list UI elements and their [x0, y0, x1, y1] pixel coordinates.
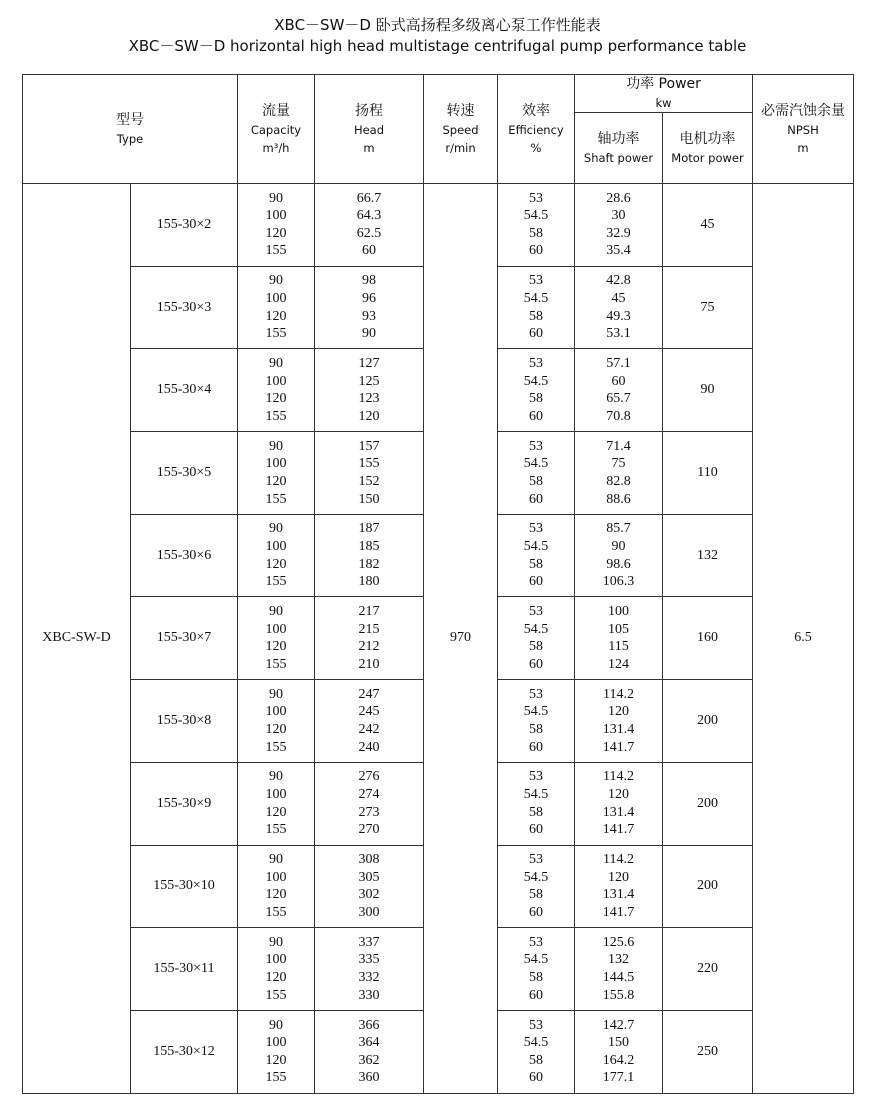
efficiency-cell: [498, 928, 575, 1011]
motor-power-cell: 75: [663, 266, 753, 349]
head-cell-value: 300: [358, 904, 380, 920]
efficiency-cell: [498, 349, 575, 432]
motor-power-cell: 110: [663, 432, 753, 515]
head-cell-value: 185: [358, 539, 380, 554]
header-speed-unit: r/min: [445, 140, 476, 155]
motor-power-cell: 220: [663, 928, 753, 1011]
header-capacity-en: Capacity: [250, 122, 302, 137]
model-cell: 155-30×11: [131, 928, 238, 1011]
model-cell: 155-30×3: [131, 266, 238, 349]
shaft-power-cell-value: 141.7: [602, 739, 635, 755]
head-cell-value: 152: [358, 473, 380, 489]
shaft-power-cell-value: 70.8: [606, 408, 631, 424]
efficiency-cell-value: 58: [529, 556, 543, 572]
motor-power-cell: 90: [663, 349, 753, 432]
capacity-cell-value: 155: [265, 1070, 287, 1086]
efficiency-cell-value: 53: [529, 934, 543, 950]
head-cell-value: 125: [358, 373, 380, 389]
capacity-cell: [238, 597, 315, 680]
capacity-cell-value: 155: [265, 904, 287, 920]
shaft-power-cell-value: 115: [608, 639, 629, 655]
head-cell-value: 273: [358, 804, 380, 820]
efficiency-cell-value: 54.5: [523, 621, 549, 637]
efficiency-cell: [498, 845, 575, 928]
shaft-power-cell: [575, 184, 663, 267]
model-cell: 155-30×2: [131, 184, 238, 267]
capacity-cell: [238, 680, 315, 763]
efficiency-cell: [498, 762, 575, 845]
head-cell-value: 364: [358, 1035, 380, 1051]
shaft-power-cell-value: 28.6: [606, 190, 631, 206]
motor-power-cell: 132: [663, 514, 753, 597]
shaft-power-cell: [575, 762, 663, 845]
head-cell-value: 66.7: [356, 190, 382, 206]
head-cell-value: 120: [358, 408, 380, 424]
capacity-cell-value: 100: [265, 869, 287, 885]
head-cell: [315, 762, 424, 845]
shaft-power-cell-value: 144.5: [602, 970, 635, 986]
capacity-cell-value: 155: [265, 243, 287, 259]
header-capacity-cn: 流量: [262, 102, 290, 119]
capacity-cell-value: 120: [265, 556, 287, 572]
capacity-cell-value: 100: [265, 208, 287, 224]
efficiency-cell-value: 54.5: [523, 704, 549, 720]
efficiency-cell-value: 60: [529, 574, 543, 590]
capacity-cell-value: 155: [265, 987, 287, 1003]
shaft-power-cell-value: 131.4: [602, 887, 635, 903]
capacity-cell-value: 100: [265, 621, 287, 637]
head-cell-value: 274: [358, 787, 380, 803]
efficiency-cell-value: 60: [529, 987, 543, 1003]
header-speed: [424, 75, 498, 184]
efficiency-cell-value: 60: [529, 408, 543, 424]
shaft-power-cell: [575, 432, 663, 515]
efficiency-cell-value: 53: [529, 686, 543, 702]
header-efficiency-en: Efficiency: [508, 122, 564, 137]
efficiency-cell-value: 54.5: [523, 787, 549, 803]
series-name: XBC-SW-D: [23, 184, 131, 1094]
head-cell-value: 123: [358, 391, 380, 407]
table-body: [23, 184, 854, 1094]
head-cell-value: 217: [358, 604, 380, 620]
efficiency-cell-value: 53: [529, 852, 543, 868]
head-cell-value: 64.3: [356, 208, 382, 224]
shaft-power-cell-value: 106.3: [602, 574, 635, 590]
efficiency-cell-value: 58: [529, 225, 543, 241]
shaft-power-cell: [575, 680, 663, 763]
header-power-unit: kw: [655, 96, 672, 110]
efficiency-cell-value: 60: [529, 739, 543, 755]
header-npsh: [753, 75, 854, 184]
model-cell: 155-30×12: [131, 1010, 238, 1093]
shaft-power-cell-value: 30: [611, 208, 626, 224]
shaft-power-cell-value: 114.2: [603, 769, 634, 785]
head-cell-value: 308: [358, 852, 380, 868]
capacity-cell-value: 155: [265, 408, 287, 424]
shaft-power-cell-value: 60: [611, 373, 626, 389]
efficiency-cell-value: 58: [529, 308, 543, 324]
capacity-cell: [238, 432, 315, 515]
capacity-cell-value: 100: [265, 539, 287, 554]
capacity-cell-value: 155: [265, 656, 287, 672]
shaft-power-cell-value: 131.4: [602, 721, 635, 737]
head-cell-value: 240: [358, 739, 380, 755]
efficiency-cell-value: 58: [529, 721, 543, 737]
shaft-power-cell-value: 82.8: [606, 473, 631, 489]
capacity-cell-value: 90: [269, 273, 283, 289]
head-cell-value: 212: [358, 639, 380, 655]
shaft-power-cell-value: 57.1: [606, 356, 631, 372]
header-head-unit: m: [363, 140, 375, 155]
header-motor-power: [663, 113, 753, 184]
shaft-power-cell-value: 120: [608, 704, 629, 720]
head-cell: [315, 597, 424, 680]
capacity-cell-value: 90: [269, 1017, 283, 1033]
capacity-cell-value: 100: [265, 704, 287, 720]
capacity-cell-value: 100: [265, 1035, 287, 1051]
shaft-power-cell-value: 132: [608, 952, 629, 968]
head-cell: [315, 845, 424, 928]
head-cell-value: 247: [358, 686, 380, 702]
head-cell: [315, 266, 424, 349]
page-title-cn: XBC－SW－D 卧式高扬程多级离心泵工作性能表: [274, 16, 601, 34]
model-cell: 155-30×6: [131, 514, 238, 597]
head-cell-value: 305: [358, 869, 380, 885]
shaft-power-cell-value: 35.4: [606, 243, 631, 259]
shaft-power-cell: [575, 266, 663, 349]
efficiency-cell-value: 54.5: [523, 456, 549, 472]
efficiency-cell-value: 60: [529, 904, 543, 920]
efficiency-cell-value: 58: [529, 970, 543, 986]
head-cell-value: 93: [362, 308, 376, 324]
capacity-cell-value: 90: [269, 356, 283, 372]
header-power-cn: 功率 Power: [626, 76, 701, 92]
efficiency-cell-value: 54.5: [523, 869, 549, 885]
header-shaft-power-en: Shaft power: [583, 150, 654, 165]
head-cell-value: 242: [358, 721, 380, 737]
efficiency-cell: [498, 266, 575, 349]
efficiency-cell-value: 54.5: [523, 373, 549, 389]
shaft-power-cell-value: 114.2: [603, 686, 634, 702]
head-cell-value: 155: [358, 456, 380, 472]
performance-table: [22, 74, 854, 1094]
efficiency-cell-value: 53: [529, 604, 543, 620]
head-cell-value: 335: [358, 952, 380, 968]
shaft-power-cell-value: 45: [611, 290, 626, 306]
head-cell-value: 180: [358, 574, 380, 590]
motor-power-cell: 45: [663, 184, 753, 267]
efficiency-cell-value: 53: [529, 190, 543, 206]
capacity-cell-value: 120: [265, 391, 287, 407]
capacity-cell-value: 100: [265, 456, 287, 472]
shaft-power-cell: [575, 1010, 663, 1093]
capacity-cell-value: 155: [265, 326, 287, 342]
head-cell: [315, 928, 424, 1011]
shaft-power-cell-value: 85.7: [606, 521, 631, 537]
capacity-cell: [238, 184, 315, 267]
head-cell-value: 330: [358, 987, 380, 1003]
capacity-cell-value: 90: [269, 438, 283, 454]
header-head-en: Head: [353, 122, 385, 137]
efficiency-cell-value: 54.5: [523, 208, 549, 224]
capacity-cell-value: 90: [269, 604, 283, 620]
shaft-power-cell: [575, 845, 663, 928]
npsh-cell: 6.5: [753, 184, 854, 1094]
header-capacity-unit: m³/h: [262, 140, 290, 155]
efficiency-cell-value: 60: [529, 491, 543, 507]
head-cell-value: 182: [358, 556, 380, 572]
motor-power-cell: 160: [663, 597, 753, 680]
header-shaft-power-cn: 轴功率: [597, 130, 640, 147]
shaft-power-cell-value: 75: [611, 456, 626, 472]
shaft-power-cell-value: 42.8: [606, 273, 631, 289]
shaft-power-cell-value: 142.7: [602, 1017, 635, 1033]
shaft-power-cell-value: 114.2: [603, 852, 634, 868]
capacity-cell-value: 100: [265, 290, 287, 306]
shaft-power-cell-value: 90: [611, 539, 626, 554]
capacity-cell-value: 155: [265, 822, 287, 838]
header-npsh-cn: 必需汽蚀余量: [761, 102, 845, 119]
efficiency-cell-value: 60: [529, 822, 543, 838]
head-cell-value: 96: [362, 290, 376, 306]
capacity-cell-value: 155: [265, 574, 287, 590]
capacity-cell-value: 100: [265, 787, 287, 803]
capacity-cell-value: 155: [265, 739, 287, 755]
header-speed-en: Speed: [442, 122, 479, 137]
capacity-cell-value: 90: [269, 190, 283, 206]
capacity-cell-value: 100: [265, 952, 287, 968]
shaft-power-cell-value: 105: [608, 621, 629, 637]
model-cell: 155-30×9: [131, 762, 238, 845]
head-cell: [315, 432, 424, 515]
shaft-power-cell-value: 150: [608, 1035, 629, 1051]
efficiency-cell-value: 58: [529, 639, 543, 655]
efficiency-cell-value: 58: [529, 887, 543, 903]
shaft-power-cell-value: 100: [608, 604, 629, 620]
motor-power-cell: 200: [663, 845, 753, 928]
page-title-en: XBC－SW－D horizontal high head multistage centrifugal pump performance table: [128, 37, 747, 55]
head-cell-value: 362: [358, 1052, 380, 1068]
capacity-cell-value: 90: [269, 521, 283, 537]
capacity-cell-value: 120: [265, 970, 287, 986]
shaft-power-cell-value: 98.6: [606, 556, 631, 572]
efficiency-cell-value: 53: [529, 521, 543, 537]
header-head-cn: 扬程: [355, 102, 383, 119]
header-npsh-en: NPSH: [787, 122, 819, 137]
capacity-cell-value: 90: [269, 769, 283, 785]
efficiency-cell-value: 53: [529, 769, 543, 785]
model-cell: 155-30×8: [131, 680, 238, 763]
capacity-cell-value: 90: [269, 934, 283, 950]
header-motor-power-en: Motor power: [671, 150, 744, 165]
model-cell: 155-30×7: [131, 597, 238, 680]
head-cell-value: 60: [362, 243, 376, 259]
shaft-power-cell-value: 65.7: [606, 391, 631, 407]
shaft-power-cell-value: 155.8: [602, 987, 635, 1003]
shaft-power-cell-value: 32.9: [606, 225, 631, 241]
head-cell-value: 90: [362, 326, 376, 342]
head-cell: [315, 514, 424, 597]
shaft-power-cell: [575, 597, 663, 680]
motor-power-cell: 200: [663, 762, 753, 845]
header-efficiency: [498, 75, 575, 184]
head-cell-value: 276: [358, 769, 380, 785]
head-cell-value: 332: [358, 970, 380, 986]
capacity-cell-value: 120: [265, 639, 287, 655]
motor-power-cell: 250: [663, 1010, 753, 1093]
header-shaft-power: [575, 113, 663, 184]
efficiency-cell: [498, 514, 575, 597]
efficiency-cell-value: 53: [529, 356, 543, 372]
motor-power-cell: 200: [663, 680, 753, 763]
header-npsh-unit: m: [797, 140, 809, 155]
shaft-power-cell: [575, 928, 663, 1011]
shaft-power-cell-value: 49.3: [606, 308, 631, 324]
capacity-cell-value: 120: [265, 721, 287, 737]
header-power: [575, 75, 753, 113]
shaft-power-cell: [575, 349, 663, 432]
head-cell-value: 366: [358, 1017, 380, 1033]
shaft-power-cell-value: 164.2: [602, 1052, 635, 1068]
capacity-cell: [238, 514, 315, 597]
efficiency-cell-value: 58: [529, 473, 543, 489]
shaft-power-cell-value: 124: [608, 656, 629, 672]
model-cell: 155-30×5: [131, 432, 238, 515]
efficiency-cell-value: 60: [529, 656, 543, 672]
head-cell-value: 157: [358, 438, 380, 454]
capacity-cell-value: 90: [269, 686, 283, 702]
head-cell-value: 245: [358, 704, 380, 720]
efficiency-cell-value: 58: [529, 391, 543, 407]
efficiency-cell-value: 58: [529, 1052, 543, 1068]
header-speed-cn: 转速: [446, 102, 475, 119]
header-motor-power-cn: 电机功率: [679, 130, 736, 147]
speed-cell: 970: [424, 184, 498, 1094]
head-cell-value: 150: [358, 491, 380, 507]
shaft-power-cell-value: 131.4: [602, 804, 635, 820]
header-head: [315, 75, 424, 184]
header-efficiency-unit: %: [530, 140, 542, 155]
capacity-cell-value: 120: [265, 473, 287, 489]
capacity-cell-value: 120: [265, 887, 287, 903]
model-cell: 155-30×10: [131, 845, 238, 928]
head-cell: [315, 349, 424, 432]
efficiency-cell: [498, 184, 575, 267]
capacity-cell: [238, 349, 315, 432]
efficiency-cell-value: 54.5: [523, 1035, 549, 1051]
efficiency-cell-value: 54.5: [523, 539, 549, 554]
efficiency-cell-value: 54.5: [523, 290, 549, 306]
efficiency-cell-value: 60: [529, 1070, 543, 1086]
capacity-cell: [238, 762, 315, 845]
capacity-cell: [238, 845, 315, 928]
table-row: [23, 184, 854, 267]
efficiency-cell-value: 53: [529, 273, 543, 289]
efficiency-cell: [498, 597, 575, 680]
shaft-power-cell-value: 125.6: [602, 934, 635, 950]
header-type-en: Type: [116, 131, 144, 146]
efficiency-cell: [498, 1010, 575, 1093]
capacity-cell-value: 120: [265, 1052, 287, 1068]
capacity-cell: [238, 266, 315, 349]
efficiency-cell-value: 60: [529, 326, 543, 342]
capacity-cell-value: 120: [265, 225, 287, 241]
head-cell-value: 210: [358, 656, 380, 672]
shaft-power-cell-value: 141.7: [602, 822, 635, 838]
efficiency-cell: [498, 432, 575, 515]
head-cell: [315, 1010, 424, 1093]
head-cell-value: 215: [358, 621, 380, 637]
shaft-power-cell-value: 120: [608, 869, 629, 885]
header-type-cn: 型号: [116, 111, 144, 128]
model-cell: 155-30×4: [131, 349, 238, 432]
head-cell: [315, 680, 424, 763]
shaft-power-cell-value: 71.4: [606, 438, 631, 454]
capacity-cell: [238, 1010, 315, 1093]
shaft-power-cell-value: 141.7: [602, 904, 635, 920]
head-cell-value: 337: [358, 934, 380, 950]
efficiency-cell-value: 60: [529, 243, 543, 259]
header-type: [23, 75, 238, 184]
capacity-cell-value: 120: [265, 804, 287, 820]
shaft-power-cell-value: 88.6: [606, 491, 631, 507]
shaft-power-cell-value: 177.1: [602, 1070, 635, 1086]
efficiency-cell-value: 53: [529, 438, 543, 454]
head-cell-value: 360: [358, 1070, 380, 1086]
capacity-cell-value: 120: [265, 308, 287, 324]
capacity-cell-value: 90: [269, 852, 283, 868]
efficiency-cell-value: 58: [529, 804, 543, 820]
head-cell-value: 270: [358, 822, 380, 838]
head-cell-value: 127: [358, 356, 380, 372]
head-cell-value: 98: [362, 273, 376, 289]
efficiency-cell: [498, 680, 575, 763]
efficiency-cell-value: 53: [529, 1017, 543, 1033]
shaft-power-cell-value: 53.1: [606, 326, 631, 342]
head-cell-value: 187: [358, 521, 380, 537]
shaft-power-cell-value: 120: [608, 787, 629, 803]
head-cell-value: 62.5: [356, 225, 382, 241]
capacity-cell-value: 100: [265, 373, 287, 389]
capacity-cell-value: 155: [265, 491, 287, 507]
head-cell: [315, 184, 424, 267]
shaft-power-cell: [575, 514, 663, 597]
head-cell-value: 302: [358, 887, 380, 903]
efficiency-cell-value: 54.5: [523, 952, 549, 968]
header-efficiency-cn: 效率: [522, 102, 550, 119]
capacity-cell: [238, 928, 315, 1011]
table-header: [23, 75, 854, 184]
header-capacity: [238, 75, 315, 184]
